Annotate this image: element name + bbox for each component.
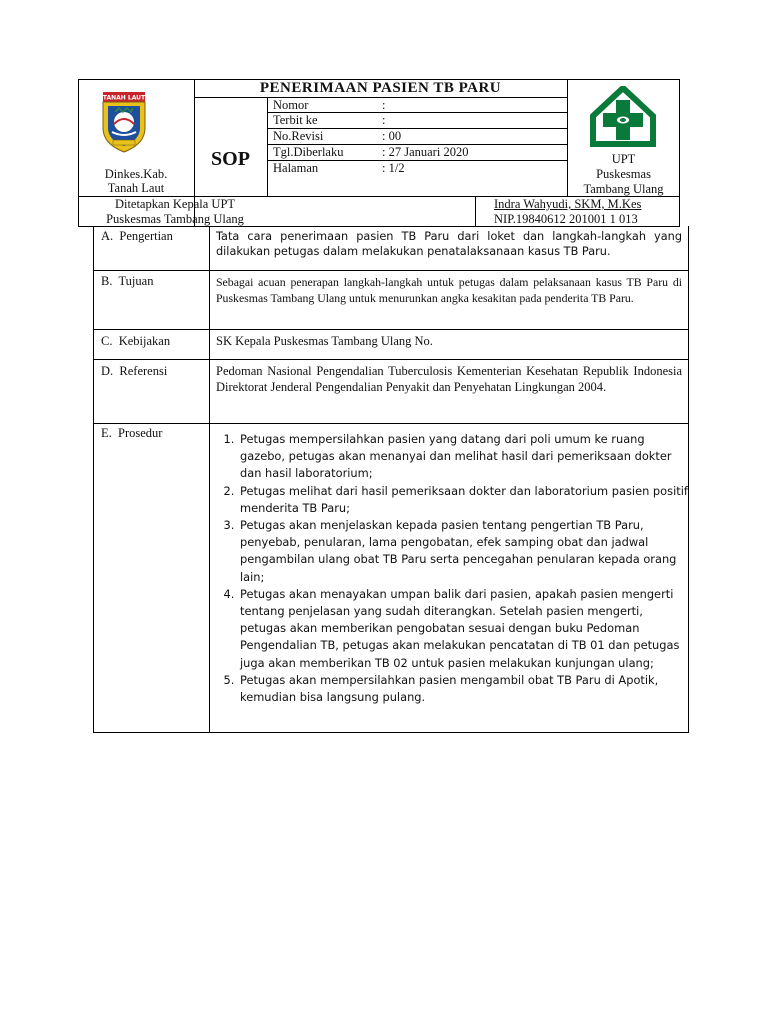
signer-nip: NIP.19840612 201001 1 013: [494, 212, 638, 226]
field-label-revisi: No.Revisi: [273, 129, 324, 143]
left-caption-line1: Dinkes.Kab.: [104, 167, 168, 181]
section-text-tujuan: Sebagai acuan penerapan langkah-langkah untuk petugas dalam pelaksanaan kasus TB Paru di Puskesmas Tambang Ulang untuk menurunkan angka kesakitan pada penderita TB Paru.: [216, 275, 682, 305]
section-label-kebijakan: C. Kebijakan: [101, 334, 171, 348]
left-caption-line2: Tanah Laut: [107, 181, 165, 195]
section-label-tujuan: B. Tujuan: [101, 274, 154, 288]
signer-name: Indra Wahyudi, SKM, M.Kes: [494, 197, 642, 211]
section-text-kebijakan: SK Kepala Puskesmas Tambang Ulang No.: [216, 334, 433, 348]
field-label-halaman: Halaman: [273, 161, 319, 175]
tanah-laut-logo: [99, 90, 149, 154]
puskesmas-logo: [583, 86, 663, 148]
approval-line1: Ditetapkan Kepala UPT: [114, 197, 236, 211]
document-title: PENERIMAAN PASIEN TB PARU: [259, 80, 502, 96]
right-caption-line1: UPT: [611, 152, 636, 166]
right-caption-line2: Puskesmas: [596, 167, 651, 181]
approval-line2: Puskesmas Tambang Ulang: [106, 212, 244, 226]
section-label-pengertian: A. Pengertian: [101, 229, 173, 243]
field-label-nomor: Nomor: [273, 98, 309, 112]
field-value-nomor: :: [382, 98, 386, 112]
section-text-referensi: Pedoman Nasional Pengendalian Tuberculosis Kementerian Kesehatan Republik Indonesia Direktorat Jenderal Pengendalian Penyakit dan Penyehatan Lingkungan 2004.: [216, 364, 682, 394]
section-label-referensi: D. Referensi: [101, 364, 168, 378]
field-value-terbit: :: [382, 113, 386, 127]
field-label-terbit: Terbit ke: [273, 113, 318, 127]
procedure-step: 3. Petugas akan menjelaskan kepada pasien tentang pengertian TB Paru, penyebab, penularan, lama pengobatan, efek samping obat dan jadwal pengambilan ulang obat TB Paru serta pencegahan penularan kepada orang lain;: [238, 517, 688, 586]
field-value-revisi: : 00: [382, 129, 402, 143]
section-text-pengertian: Tata cara penerimaan pasien TB Paru dari loket dan langkah-langkah yang dilakukan petugas dalam melakukan penatalaksanaan kasus TB Paru.: [216, 230, 682, 258]
procedure-list: [218, 431, 688, 706]
field-value-tgl: : 27 Januari 2020: [382, 145, 469, 159]
procedure-step: 4. Petugas akan menayakan umpan balik dari pasien, apakah pasien mengerti tentang penjelasan yang sudah diterangkan. Setelah pasien mengerti, petugas akan memberikan pengobatan sesuai dengan buku Pedoman Pengendalian TB, petugas akan melakukan pencatatan di TB 01 dan petugas juga akan memberikan TB 02 untuk pasien melakukan kunjungan ulang;: [238, 586, 688, 672]
section-label-prosedur: E. Prosedur: [101, 426, 163, 440]
field-label-tgl: Tgl.Diberlaku: [273, 145, 344, 159]
procedure-step: 1. Petugas mempersilahkan pasien yang datang dari poli umum ke ruang gazebo, petugas akan menanyai dan melihat hasil dari pemeriksaan dokter dan hasil laboratorium;: [238, 431, 688, 483]
field-value-halaman: : 1/2: [382, 161, 405, 175]
sop-label: SOP: [211, 148, 250, 170]
procedure-step: 2. Petugas melihat dari hasil pemeriksaan dokter dan laboratorium pasien positif menderita TB Paru;: [238, 483, 688, 517]
procedure-step: 5. Petugas akan mempersilahkan pasien mengambil obat TB Paru di Apotik, kemudian bisa langsung pulang.: [238, 672, 688, 706]
right-caption-line3: Tambang Ulang: [583, 182, 664, 196]
logo-text: TANAH LAUT: [102, 94, 146, 102]
